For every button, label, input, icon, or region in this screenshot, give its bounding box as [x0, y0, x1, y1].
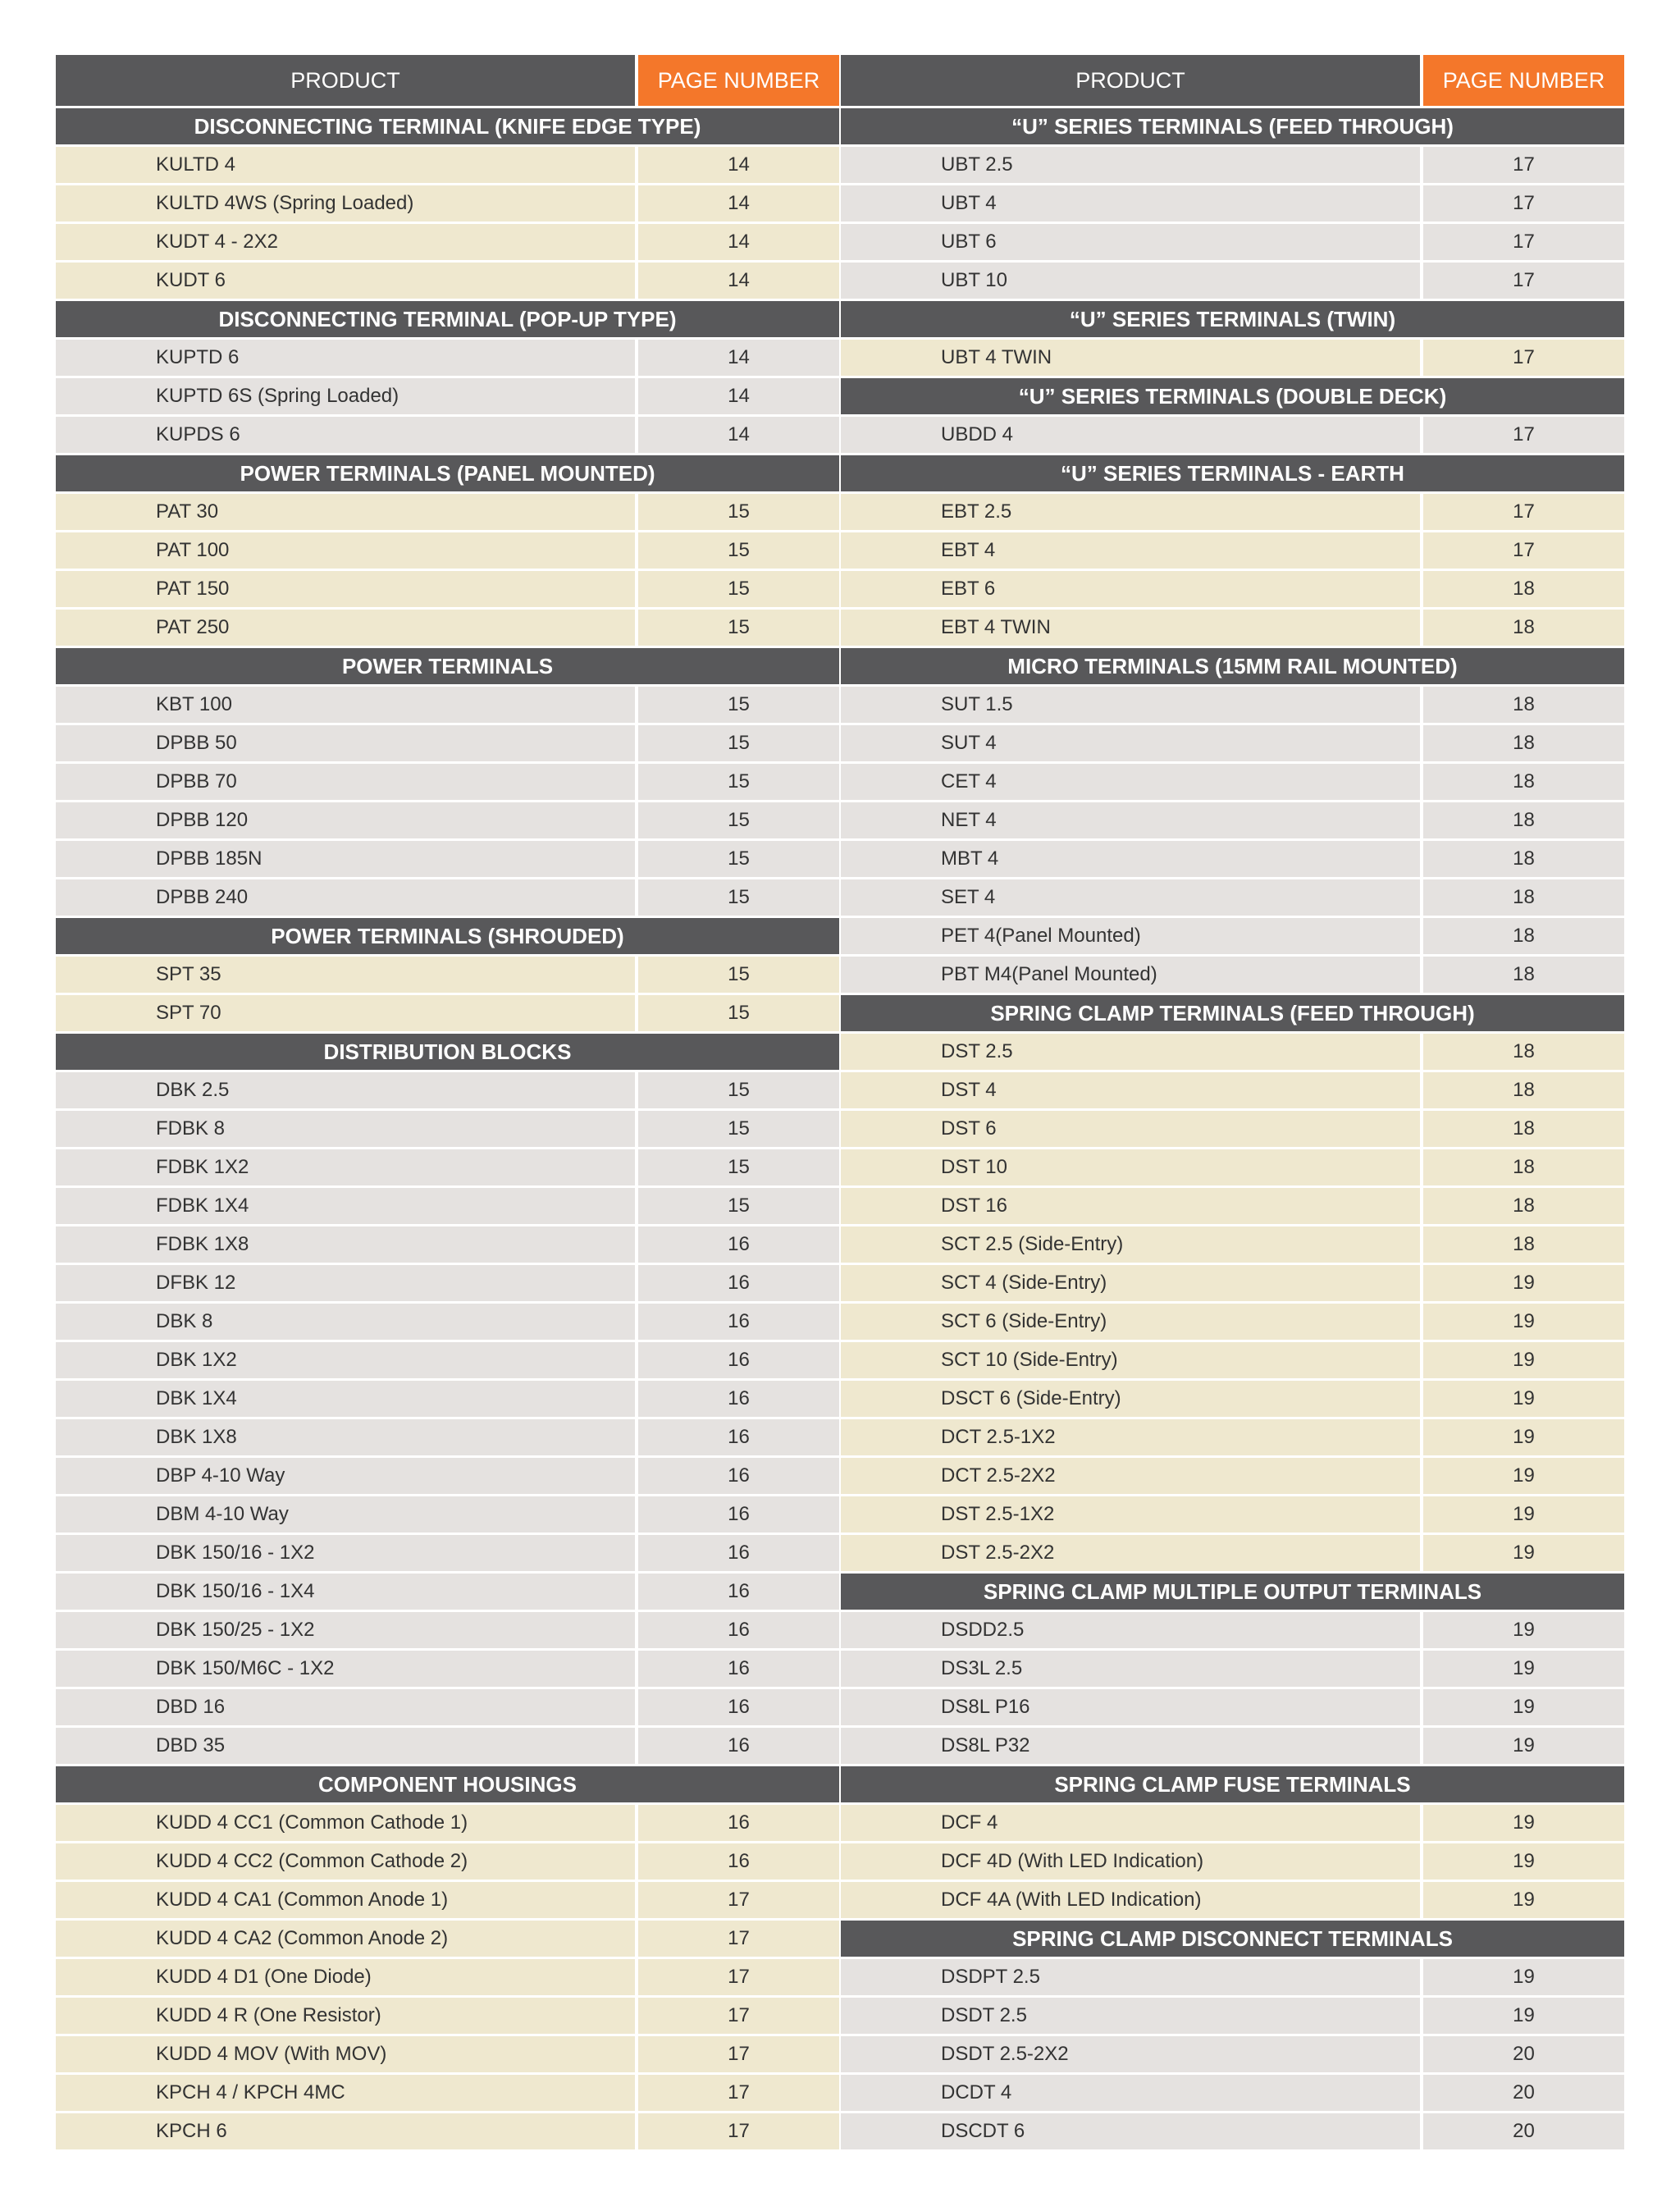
table-row	[841, 1149, 1624, 1185]
section-heading: POWER TERMINALS (PANEL MOUNTED)	[56, 455, 839, 491]
page-number: 19	[1423, 1728, 1624, 1764]
page-number: 19	[1423, 1458, 1624, 1494]
page-number: 16	[638, 1304, 839, 1340]
table-row	[841, 1381, 1624, 1417]
page-number: 17	[638, 2075, 839, 2111]
table-row	[56, 1574, 839, 1610]
product-name: PAT 100	[56, 532, 635, 569]
table-row	[841, 1304, 1624, 1340]
product-name: FDBK 8	[56, 1111, 635, 1147]
product-name: UBT 10	[841, 263, 1420, 299]
page-number: 15	[638, 494, 839, 530]
table-row	[56, 1882, 839, 1918]
page-number: 20	[1423, 2113, 1624, 2149]
product-name: EBT 2.5	[841, 494, 1420, 530]
table-row	[841, 1689, 1624, 1725]
table-row	[841, 1458, 1624, 1494]
table-row	[841, 532, 1624, 569]
section-heading: “U” SERIES TERMINALS (TWIN)	[841, 301, 1624, 337]
page-number: 17	[638, 1998, 839, 2034]
section-heading: SPRING CLAMP DISCONNECT TERMINALS	[841, 1921, 1624, 1957]
table-row	[841, 1226, 1624, 1263]
product-name: KPCH 4 / KPCH 4MC	[56, 2075, 635, 2111]
page-number: 18	[1423, 687, 1624, 723]
page-number: 16	[638, 1535, 839, 1571]
table-row	[56, 1149, 839, 1185]
table-row	[56, 1496, 839, 1533]
table-row	[841, 417, 1624, 453]
table-row	[56, 147, 839, 183]
product-name: UBDD 4	[841, 417, 1420, 453]
page-number: 14	[638, 340, 839, 376]
table-row	[56, 802, 839, 838]
table-row	[841, 725, 1624, 761]
table-row	[56, 1226, 839, 1263]
product-name: UBT 6	[841, 224, 1420, 260]
left-index-column	[56, 55, 839, 2149]
table-row	[56, 2036, 839, 2072]
page-number: 14	[638, 417, 839, 453]
page-number: 19	[1423, 1882, 1624, 1918]
product-name: KUDD 4 CC1 (Common Cathode 1)	[56, 1805, 635, 1841]
product-name: KUDD 4 CC2 (Common Cathode 2)	[56, 1843, 635, 1880]
section-heading: “U” SERIES TERMINALS (FEED THROUGH)	[841, 108, 1624, 144]
section-heading: DISCONNECTING TERMINAL (KNIFE EDGE TYPE)	[56, 108, 839, 144]
product-name: SPT 35	[56, 957, 635, 993]
table-row	[841, 1342, 1624, 1378]
product-name: DBK 1X2	[56, 1342, 635, 1378]
page-number: 17	[1423, 224, 1624, 260]
product-name: DSDPT 2.5	[841, 1959, 1420, 1995]
page-number: 15	[638, 1111, 839, 1147]
product-name: EBT 4	[841, 532, 1420, 569]
table-row	[841, 1111, 1624, 1147]
product-name: PBT M4(Panel Mounted)	[841, 957, 1420, 993]
product-name: DST 2.5-2X2	[841, 1535, 1420, 1571]
product-name: DCT 2.5-2X2	[841, 1458, 1420, 1494]
product-name: UBT 2.5	[841, 147, 1420, 183]
page-number: 18	[1423, 841, 1624, 877]
page-number: 17	[1423, 417, 1624, 453]
product-name: FDBK 1X2	[56, 1149, 635, 1185]
product-name: KUDD 4 CA2 (Common Anode 2)	[56, 1921, 635, 1957]
page-number: 17	[1423, 494, 1624, 530]
page-number: 18	[1423, 1149, 1624, 1185]
product-name: EBT 4 TWIN	[841, 610, 1420, 646]
product-name: PAT 250	[56, 610, 635, 646]
product-name: KULTD 4	[56, 147, 635, 183]
page-number: 17	[638, 2036, 839, 2072]
table-row	[841, 1728, 1624, 1764]
page-number: 20	[1423, 2075, 1624, 2111]
table-row	[841, 185, 1624, 222]
table-row	[56, 185, 839, 222]
table-row	[841, 764, 1624, 800]
product-name: NET 4	[841, 802, 1420, 838]
table-row	[841, 918, 1624, 954]
product-name: SCT 10 (Side-Entry)	[841, 1342, 1420, 1378]
table-row	[841, 1034, 1624, 1070]
product-name: KUPTD 6S (Spring Loaded)	[56, 378, 635, 414]
page-number: 15	[638, 957, 839, 993]
page-number: 18	[1423, 1111, 1624, 1147]
page-number: 15	[638, 879, 839, 916]
table-row	[841, 879, 1624, 916]
page-number: 15	[638, 1072, 839, 1108]
table-row	[56, 879, 839, 916]
table-row	[56, 1921, 839, 1957]
page-number: 18	[1423, 957, 1624, 993]
product-name: KBT 100	[56, 687, 635, 723]
page-number: 16	[638, 1843, 839, 1880]
page-number: 20	[1423, 2036, 1624, 2072]
table-row	[841, 687, 1624, 723]
page-number: 15	[638, 995, 839, 1031]
product-name: SET 4	[841, 879, 1420, 916]
product-name: SUT 1.5	[841, 687, 1420, 723]
page-number: 16	[638, 1265, 839, 1301]
page-number: 18	[1423, 1226, 1624, 1263]
page-number: 15	[638, 802, 839, 838]
table-row	[841, 2036, 1624, 2072]
page-number: 14	[638, 378, 839, 414]
table-row	[841, 1805, 1624, 1841]
table-row	[841, 1188, 1624, 1224]
product-header: PRODUCT	[56, 55, 635, 106]
page-number: 16	[638, 1458, 839, 1494]
product-name: KUDT 6	[56, 263, 635, 299]
page-number: 15	[638, 1149, 839, 1185]
section-heading: SPRING CLAMP TERMINALS (FEED THROUGH)	[841, 995, 1624, 1031]
product-name: DSCT 6 (Side-Entry)	[841, 1381, 1420, 1417]
table-row	[56, 1188, 839, 1224]
right-index-body	[841, 108, 1624, 2149]
product-name: DSDT 2.5	[841, 1998, 1420, 2034]
page-number: 19	[1423, 1535, 1624, 1571]
product-name: KUDT 4 - 2X2	[56, 224, 635, 260]
page-number: 18	[1423, 610, 1624, 646]
table-row	[841, 802, 1624, 838]
section-heading: “U” SERIES TERMINALS - EARTH	[841, 455, 1624, 491]
product-name: MBT 4	[841, 841, 1420, 877]
product-name: DST 6	[841, 1111, 1420, 1147]
page-number: 17	[638, 1959, 839, 1995]
page-number: 18	[1423, 764, 1624, 800]
page-number: 17	[638, 1882, 839, 1918]
page-number: 19	[1423, 1419, 1624, 1455]
table-row	[841, 224, 1624, 260]
page-number: 14	[638, 263, 839, 299]
page-number: 17	[1423, 340, 1624, 376]
product-name: DBK 2.5	[56, 1072, 635, 1108]
table-row	[56, 1072, 839, 1108]
product-name: DBK 8	[56, 1304, 635, 1340]
table-row	[56, 1419, 839, 1455]
page-number: 19	[1423, 1843, 1624, 1880]
page-number: 15	[638, 687, 839, 723]
product-name: DPBB 120	[56, 802, 635, 838]
table-row	[56, 2113, 839, 2149]
table-row	[56, 532, 839, 569]
page-number: 16	[638, 1496, 839, 1533]
product-header: PRODUCT	[841, 55, 1420, 106]
product-name: DSDD2.5	[841, 1612, 1420, 1648]
product-name: DBK 1X8	[56, 1419, 635, 1455]
page-number: 18	[1423, 879, 1624, 916]
table-row	[56, 1381, 839, 1417]
page-number: 16	[638, 1805, 839, 1841]
page-number: 18	[1423, 1188, 1624, 1224]
page-number: 19	[1423, 1651, 1624, 1687]
page-number: 14	[638, 147, 839, 183]
page-number: 16	[638, 1574, 839, 1610]
table-row	[841, 1959, 1624, 1995]
table-row	[56, 841, 839, 877]
product-name: DBP 4-10 Way	[56, 1458, 635, 1494]
table-row	[841, 1843, 1624, 1880]
page-number: 18	[1423, 725, 1624, 761]
page-number: 19	[1423, 1496, 1624, 1533]
product-name: KUPTD 6	[56, 340, 635, 376]
table-row	[56, 1265, 839, 1301]
table-row	[56, 610, 839, 646]
product-name: UBT 4	[841, 185, 1420, 222]
page-number: 19	[1423, 1689, 1624, 1725]
table-row	[56, 1304, 839, 1340]
table-row	[56, 1959, 839, 1995]
table-row	[56, 494, 839, 530]
page-number: 15	[638, 764, 839, 800]
page-number: 17	[1423, 263, 1624, 299]
page-number: 16	[638, 1728, 839, 1764]
table-row	[841, 2075, 1624, 2111]
page-number: 15	[638, 532, 839, 569]
right-column-header	[841, 55, 1624, 106]
table-row	[56, 1651, 839, 1687]
page-number: 16	[638, 1381, 839, 1417]
page-number: 19	[1423, 1998, 1624, 2034]
table-row	[56, 1535, 839, 1571]
product-name: UBT 4 TWIN	[841, 340, 1420, 376]
table-row	[56, 957, 839, 993]
left-column-header	[56, 55, 839, 106]
product-name: DBD 35	[56, 1728, 635, 1764]
section-heading: MICRO TERMINALS (15MM RAIL MOUNTED)	[841, 648, 1624, 684]
table-row	[56, 1458, 839, 1494]
product-name: DPBB 70	[56, 764, 635, 800]
table-row	[841, 2113, 1624, 2149]
table-row	[841, 494, 1624, 530]
table-row	[56, 417, 839, 453]
table-row	[56, 1843, 839, 1880]
table-row	[56, 2075, 839, 2111]
page-number-header: PAGE NUMBER	[638, 55, 839, 106]
product-name: SCT 4 (Side-Entry)	[841, 1265, 1420, 1301]
page-number: 16	[638, 1226, 839, 1263]
product-name: DPBB 185N	[56, 841, 635, 877]
product-name: SPT 70	[56, 995, 635, 1031]
table-row	[841, 1419, 1624, 1455]
table-row	[841, 1998, 1624, 2034]
table-row	[841, 340, 1624, 376]
product-name: KUDD 4 D1 (One Diode)	[56, 1959, 635, 1995]
page-number: 14	[638, 185, 839, 222]
page-number: 17	[1423, 532, 1624, 569]
product-name: KUDD 4 CA1 (Common Anode 1)	[56, 1882, 635, 1918]
table-row	[841, 1651, 1624, 1687]
section-heading: POWER TERMINALS (SHROUDED)	[56, 918, 839, 954]
table-row	[841, 1535, 1624, 1571]
product-name: KPCH 6	[56, 2113, 635, 2149]
product-name: KULTD 4WS (Spring Loaded)	[56, 185, 635, 222]
product-name: DCF 4A (With LED Indication)	[841, 1882, 1420, 1918]
product-name: FDBK 1X8	[56, 1226, 635, 1263]
product-name: DPBB 50	[56, 725, 635, 761]
table-row	[56, 571, 839, 607]
table-row	[56, 224, 839, 260]
table-row	[56, 263, 839, 299]
table-row	[56, 764, 839, 800]
page-number: 18	[1423, 918, 1624, 954]
product-name: PAT 30	[56, 494, 635, 530]
section-heading: COMPONENT HOUSINGS	[56, 1766, 839, 1802]
product-name: DS8L P32	[841, 1728, 1420, 1764]
product-name: SUT 4	[841, 725, 1420, 761]
product-name: DS3L 2.5	[841, 1651, 1420, 1687]
product-name: DCF 4D (With LED Indication)	[841, 1843, 1420, 1880]
page-number: 18	[1423, 1034, 1624, 1070]
table-row	[841, 1496, 1624, 1533]
section-heading: DISTRIBUTION BLOCKS	[56, 1034, 839, 1070]
section-heading: DISCONNECTING TERMINAL (POP-UP TYPE)	[56, 301, 839, 337]
product-name: KUDD 4 MOV (With MOV)	[56, 2036, 635, 2072]
page-number: 18	[1423, 802, 1624, 838]
table-row	[56, 1342, 839, 1378]
table-row	[56, 1728, 839, 1764]
table-row	[841, 1265, 1624, 1301]
product-name: SCT 2.5 (Side-Entry)	[841, 1226, 1420, 1263]
product-name: DST 16	[841, 1188, 1420, 1224]
product-name: KUDD 4 R (One Resistor)	[56, 1998, 635, 2034]
product-name: DST 10	[841, 1149, 1420, 1185]
product-name: PAT 150	[56, 571, 635, 607]
page-number-header: PAGE NUMBER	[1423, 55, 1624, 106]
product-name: DSCDT 6	[841, 2113, 1420, 2149]
page-number: 15	[638, 725, 839, 761]
section-heading: SPRING CLAMP FUSE TERMINALS	[841, 1766, 1624, 1802]
product-name: FDBK 1X4	[56, 1188, 635, 1224]
product-name: DCT 2.5-1X2	[841, 1419, 1420, 1455]
page-number: 15	[638, 841, 839, 877]
page-number: 17	[638, 2113, 839, 2149]
product-name: DBM 4-10 Way	[56, 1496, 635, 1533]
product-name: DST 2.5	[841, 1034, 1420, 1070]
page-number: 16	[638, 1689, 839, 1725]
table-row	[56, 378, 839, 414]
product-name: DFBK 12	[56, 1265, 635, 1301]
product-name: CET 4	[841, 764, 1420, 800]
table-row	[56, 1612, 839, 1648]
product-name: DBK 150/16 - 1X4	[56, 1574, 635, 1610]
page-number: 16	[638, 1419, 839, 1455]
page-number: 19	[1423, 1304, 1624, 1340]
product-name: EBT 6	[841, 571, 1420, 607]
product-name: DPBB 240	[56, 879, 635, 916]
page-number: 16	[638, 1651, 839, 1687]
page-number: 17	[1423, 147, 1624, 183]
table-row	[56, 1805, 839, 1841]
table-row	[56, 725, 839, 761]
product-name: PET 4(Panel Mounted)	[841, 918, 1420, 954]
left-index-body	[56, 108, 839, 2149]
product-name: DSDT 2.5-2X2	[841, 2036, 1420, 2072]
product-name: DST 2.5-1X2	[841, 1496, 1420, 1533]
table-row	[841, 610, 1624, 646]
table-row	[841, 1072, 1624, 1108]
table-row	[841, 841, 1624, 877]
table-row	[56, 687, 839, 723]
product-name: KUPDS 6	[56, 417, 635, 453]
table-row	[56, 1689, 839, 1725]
product-name: DCDT 4	[841, 2075, 1420, 2111]
table-row	[841, 1612, 1624, 1648]
page-number: 17	[1423, 185, 1624, 222]
page-number: 16	[638, 1612, 839, 1648]
page-number: 19	[1423, 1612, 1624, 1648]
product-name: SCT 6 (Side-Entry)	[841, 1304, 1420, 1340]
table-row	[56, 1111, 839, 1147]
table-row	[841, 147, 1624, 183]
page-number: 17	[638, 1921, 839, 1957]
page-number: 19	[1423, 1805, 1624, 1841]
section-heading: POWER TERMINALS	[56, 648, 839, 684]
page-number: 16	[638, 1342, 839, 1378]
page-number: 15	[638, 571, 839, 607]
page-number: 19	[1423, 1342, 1624, 1378]
page-number: 19	[1423, 1265, 1624, 1301]
product-name: DST 4	[841, 1072, 1420, 1108]
page-number: 18	[1423, 1072, 1624, 1108]
page-number: 15	[638, 1188, 839, 1224]
table-row	[56, 995, 839, 1031]
section-heading: “U” SERIES TERMINALS (DOUBLE DECK)	[841, 378, 1624, 414]
page-number: 15	[638, 610, 839, 646]
product-name: DS8L P16	[841, 1689, 1420, 1725]
page-number: 18	[1423, 571, 1624, 607]
product-name: DBK 150/25 - 1X2	[56, 1612, 635, 1648]
section-heading: SPRING CLAMP MULTIPLE OUTPUT TERMINALS	[841, 1574, 1624, 1610]
table-row	[56, 1998, 839, 2034]
page-number: 19	[1423, 1381, 1624, 1417]
table-row	[841, 957, 1624, 993]
product-name: DBK 150/M6C - 1X2	[56, 1651, 635, 1687]
table-row	[841, 263, 1624, 299]
page-number: 14	[638, 224, 839, 260]
table-row	[841, 1882, 1624, 1918]
product-name: DBK 1X4	[56, 1381, 635, 1417]
product-name: DCF 4	[841, 1805, 1420, 1841]
table-row	[841, 571, 1624, 607]
product-name: DBK 150/16 - 1X2	[56, 1535, 635, 1571]
right-index-column	[841, 55, 1624, 2149]
page-number: 19	[1423, 1959, 1624, 1995]
table-row	[56, 340, 839, 376]
product-name: DBD 16	[56, 1689, 635, 1725]
